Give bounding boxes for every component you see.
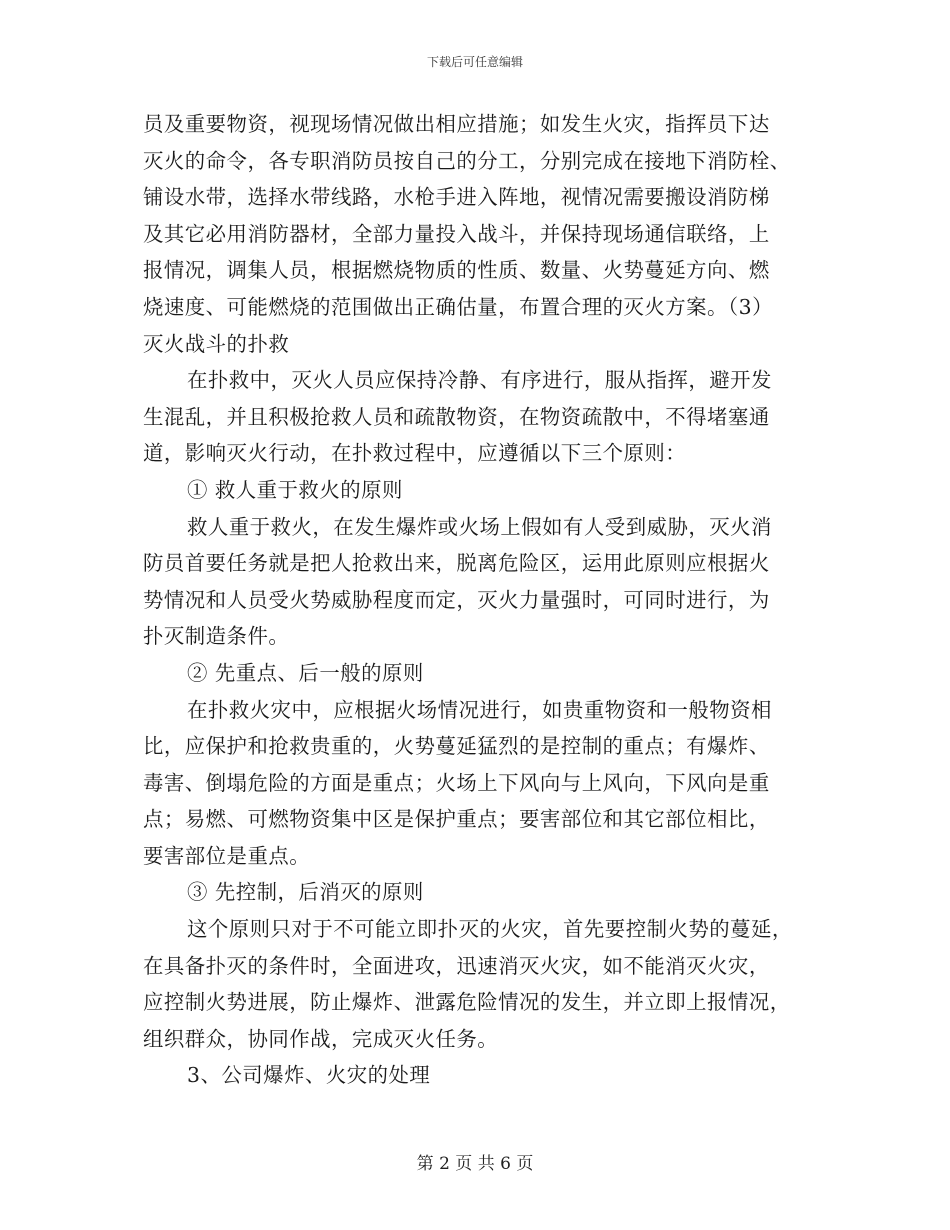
text-line: 扑灭制造条件。 <box>143 624 290 649</box>
paragraph-first-line: 在扑救中，灭火人员应保持冷静、有序进行，服从指挥，避开发 <box>187 368 772 393</box>
text-line: 员及重要物资，视现场情况做出相应措施；如发生火灾，指挥员下达 <box>143 112 770 136</box>
paragraph-first-line: 救人重于救火，在发生爆炸或火场上假如有人受到威胁，灭火消 <box>187 514 772 539</box>
section-heading: 灭火战斗的扑救 <box>143 331 290 356</box>
principle-heading-2: ② 先重点、后一般的原则 <box>187 660 424 685</box>
page-header: 下载后可任意编辑 <box>426 55 523 69</box>
text-line: 点；易燃、可燃物资集中区是保护重点；要害部位和其它部位相比， <box>143 807 770 832</box>
text-line: 在具备扑灭的条件时，全面进攻，迅速消灭火灾，如不能消灭火灾， <box>143 953 770 978</box>
text-line: 烧速度、可能燃烧的范围做出正确估量，布置合理的灭火方案。（3） <box>143 294 773 319</box>
text-line: 应控制火势进展，防止爆炸、泄露危险情况的发生，并立即上报情况， <box>143 990 791 1015</box>
document-body <box>143 106 813 1094</box>
paragraph-first-line: 这个原则只对于不可能立即扑灭的火灾，首先要控制火势的蔓延， <box>187 917 793 942</box>
text-line: 组织群众，协同作战，完成灭火任务。 <box>143 1026 499 1051</box>
text-line: 防员首要任务就是把人抢救出来，脱离危险区，运用此原则应根据火 <box>143 551 770 576</box>
text-line: 势情况和人员受火势威胁程度而定，灭火力量强时，可同时进行，为 <box>143 587 770 612</box>
text-line: 毒害、倒塌危险的方面是重点；火场上下风向与上风向，下风向是重 <box>143 770 770 795</box>
text-line: 报情况，调集人员，根据燃烧物质的性质、数量、火势蔓延方向、燃 <box>143 258 770 283</box>
text-line: 灭火的命令，各专职消防员按自己的分工，分别完成在接地下消防栓、 <box>143 148 791 173</box>
text-line: 生混乱，并且积极抢救人员和疏散物资，在物资疏散中，不得堵塞通 <box>143 404 770 429</box>
text-line: 铺设水带，选择水带线路，水枪手进入阵地，视情况需要搬设消防梯 <box>143 185 770 210</box>
text-line: 道，影响灭火行动，在扑救过程中，应遵循以下三个原则： <box>143 441 687 466</box>
subsection-heading: 3、公司爆炸、火灾的处理 <box>187 1063 431 1088</box>
principle-heading-1: ① 救人重于救火的原则 <box>187 477 403 502</box>
page-number-footer: 第 2 页 共 6 页 <box>416 1154 534 1174</box>
text-line: 比，应保护和抢救贵重的，火势蔓延猛烈的是控制的重点；有爆炸、 <box>143 734 770 759</box>
principle-heading-3: ③ 先控制，后消灭的原则 <box>187 880 424 905</box>
text-line: 及其它必用消防器材，全部力量投入战斗，并保持现场通信联络，上 <box>143 221 770 246</box>
text-line: 要害部位是重点。 <box>143 843 311 868</box>
paragraph-first-line: 在扑救火灾中，应根据火场情况进行，如贵重物资和一般物资相 <box>187 697 772 722</box>
